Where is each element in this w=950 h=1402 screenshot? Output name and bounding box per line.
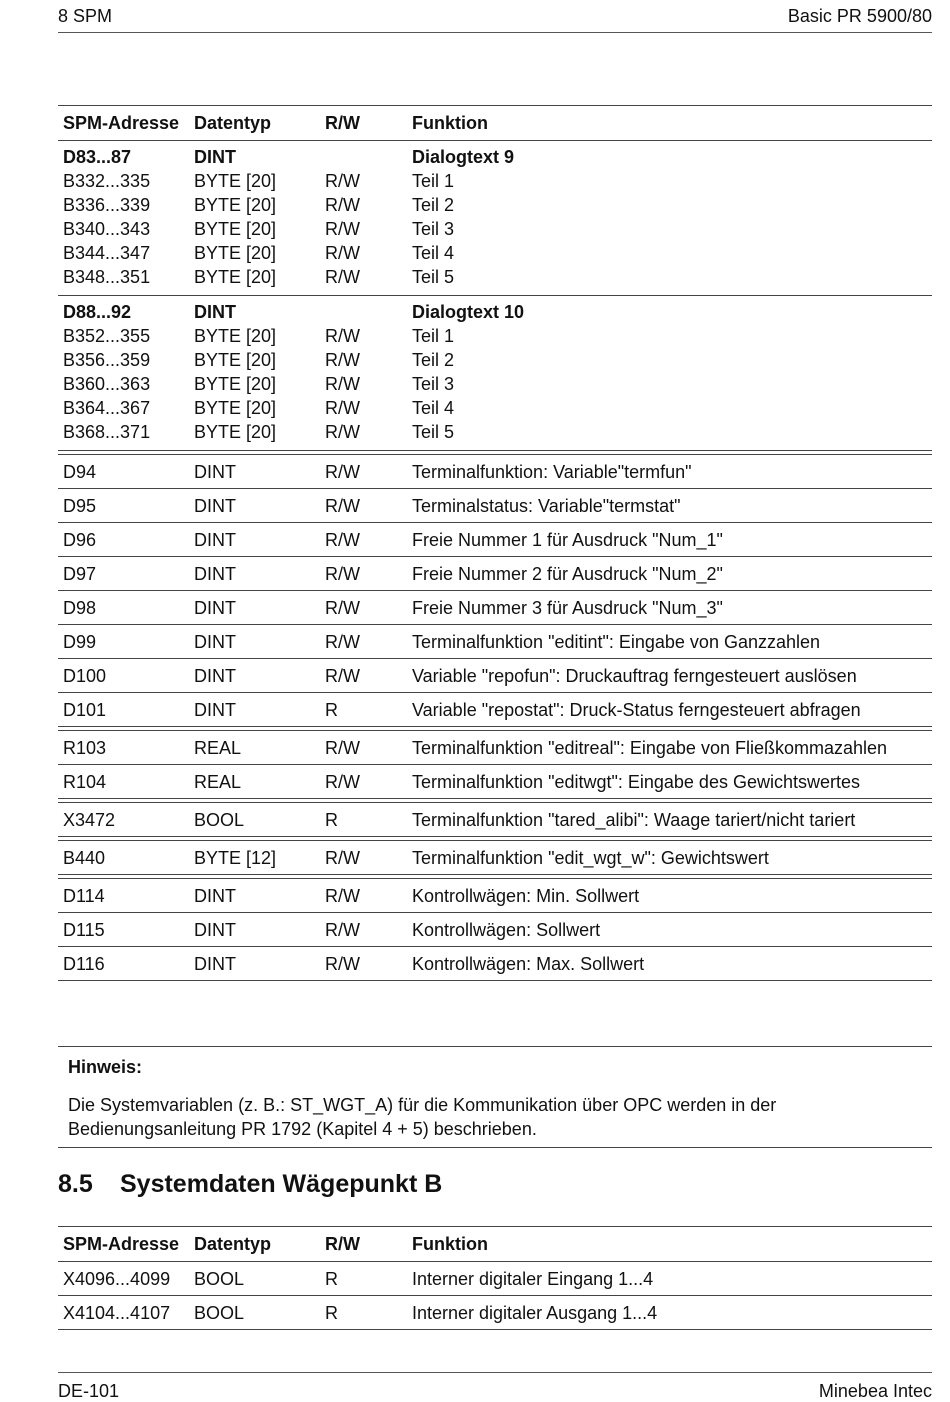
table-cell: R/W (325, 886, 360, 906)
footer-brand: Minebea Intec (818, 1381, 932, 1401)
table-cell: Freie Nummer 3 für Ausdruck "Num_3" (412, 598, 723, 618)
section-number: 8.5 (58, 1170, 93, 1198)
header-chapter: 8 SPM (58, 6, 113, 26)
table-cell: Teil 2 (412, 195, 455, 215)
table-cell: Terminalfunktion "editreal": Eingabe von Fließkommazahlen (412, 738, 888, 758)
table-header (58, 105, 932, 141)
table-cell: R/W (325, 113, 360, 133)
table-cell: D97 (63, 564, 97, 584)
table-cell: DINT (194, 666, 236, 686)
header-product: Basic PR 5900/80 (787, 6, 932, 26)
table-cell: Terminalfunktion "edit_wgt_w": Gewichtswert (412, 848, 769, 868)
table-row (58, 765, 932, 799)
table-header (58, 1226, 932, 1262)
table-cell: Interner digitaler Eingang 1...4 (412, 1269, 654, 1289)
table-cell: Dialogtext 10 (412, 302, 525, 322)
table-row (58, 241, 932, 265)
table-cell: R104 (63, 772, 107, 792)
table-row (58, 523, 932, 557)
table-cell: R/W (325, 219, 360, 239)
table-row (58, 217, 932, 241)
page-footer (58, 1372, 932, 1401)
table-cell: X3472 (63, 810, 116, 830)
footer-page-number: DE-101 (58, 1381, 120, 1401)
table-cell: BYTE [20] (194, 374, 277, 394)
table-cell: Terminalstatus: Variable"termstat" (412, 496, 681, 516)
spm-table (58, 105, 932, 981)
table-row (58, 659, 932, 693)
table-row (58, 591, 932, 625)
table-cell: Terminalfunktion: Variable"termfun" (412, 462, 692, 482)
table-row (58, 193, 932, 217)
table-cell: Funktion (412, 113, 488, 133)
table-row (58, 169, 932, 193)
table-cell: BYTE [20] (194, 243, 277, 263)
table-cell: B440 (63, 848, 106, 868)
table-cell: R/W (325, 598, 360, 618)
table-cell: DINT (194, 632, 236, 652)
table-cell: R/W (325, 398, 360, 418)
table-cell: DINT (194, 700, 236, 720)
table-cell: D94 (63, 462, 97, 482)
table-cell: R (325, 700, 338, 720)
table-cell: BOOL (194, 1303, 245, 1323)
note-title: Hinweis: (68, 1057, 143, 1077)
table-cell: D99 (63, 632, 97, 652)
table-cell: X4096...4099 (63, 1269, 171, 1289)
section-heading (58, 1170, 442, 1199)
table-cell: R/W (325, 738, 360, 758)
table-cell: R/W (325, 848, 360, 868)
table-cell: DINT (194, 462, 236, 482)
table-cell: R (325, 1303, 338, 1323)
table-cell: Teil 1 (412, 326, 455, 346)
table-cell: R/W (325, 195, 360, 215)
table-cell: D115 (63, 920, 105, 940)
table-cell: BYTE [20] (194, 422, 277, 442)
table-cell: B368...371 (63, 422, 151, 442)
table-row (58, 348, 932, 372)
table-cell: D95 (63, 496, 97, 516)
table-row (58, 420, 932, 444)
table-cell: B340...343 (63, 219, 151, 239)
table-cell: BOOL (194, 1269, 245, 1289)
section-title: Systemdaten Wägepunkt B (120, 1170, 443, 1198)
table-cell: DINT (194, 530, 236, 550)
table-cell: D116 (63, 954, 105, 974)
table-cell: R (325, 810, 338, 830)
table-cell: R/W (325, 422, 360, 442)
table-cell: Freie Nummer 1 für Ausdruck "Num_1" (412, 530, 723, 550)
table-cell: R/W (325, 1234, 360, 1254)
table-cell: SPM-Adresse (63, 113, 180, 133)
table-cell: DINT (194, 496, 236, 516)
table-cell: DINT (194, 598, 236, 618)
table-group (58, 141, 932, 296)
table-cell: Terminalfunktion "editint": Eingabe von Ganzzahlen (412, 632, 821, 652)
table-cell: D114 (63, 886, 105, 906)
table-cell: B364...367 (63, 398, 151, 418)
table-cell: Datentyp (194, 1234, 272, 1254)
table-cell: R/W (325, 530, 360, 550)
table-cell: D100 (63, 666, 107, 686)
table-cell: X4104...4107 (63, 1303, 171, 1323)
table-cell: Terminalfunktion "tared_alibi": Waage tariert/nicht tariert (412, 810, 856, 830)
table-cell: DINT (194, 920, 236, 940)
table-cell: B344...347 (63, 243, 151, 263)
table-cell: Terminalfunktion "editwgt": Eingabe des Gewichtswertes (412, 772, 860, 792)
table-cell: REAL (194, 738, 242, 758)
table-cell: B360...363 (63, 374, 151, 394)
table-cell: R/W (325, 326, 360, 346)
table-cell: Teil 3 (412, 219, 455, 239)
table-row (58, 1296, 932, 1330)
table-cell: DINT (194, 302, 236, 322)
table-cell: Freie Nummer 2 für Ausdruck "Num_2" (412, 564, 723, 584)
table-cell: R/W (325, 243, 360, 263)
table-row (58, 625, 932, 659)
table-cell: D98 (63, 598, 97, 618)
table-cell: Datentyp (194, 113, 272, 133)
table-row (58, 879, 932, 913)
table-cell: BYTE [20] (194, 326, 277, 346)
note-box (58, 1046, 932, 1148)
table-cell: BYTE [20] (194, 398, 277, 418)
table-row (58, 489, 932, 523)
table-cell: Teil 4 (412, 398, 455, 418)
table-row (58, 324, 932, 348)
table-cell: R/W (325, 772, 360, 792)
table-cell: DINT (194, 564, 236, 584)
table-row (58, 841, 932, 875)
table-cell: R/W (325, 496, 360, 516)
table-cell: BYTE [20] (194, 171, 277, 191)
table-cell: REAL (194, 772, 242, 792)
spm-table-b (58, 1226, 932, 1330)
table-cell: BYTE [20] (194, 267, 277, 287)
table-cell: BYTE [20] (194, 350, 277, 370)
table-cell: R/W (325, 954, 360, 974)
table-cell: R/W (325, 666, 360, 686)
table-cell: D101 (63, 700, 107, 720)
table-cell: R/W (325, 350, 360, 370)
table-cell: R/W (325, 374, 360, 394)
table-cell: BYTE [20] (194, 219, 277, 239)
table-row (58, 265, 932, 289)
table-cell: D88...92 (63, 302, 132, 322)
table-cell: Dialogtext 9 (412, 147, 515, 167)
table-row (58, 803, 932, 837)
table-row (58, 1262, 932, 1296)
table-cell: Teil 3 (412, 374, 455, 394)
table-cell: R/W (325, 171, 360, 191)
table-cell: DINT (194, 954, 236, 974)
table-cell: BYTE [20] (194, 195, 277, 215)
table-cell: DINT (194, 886, 236, 906)
table-cell: Kontrollwägen: Sollwert (412, 920, 601, 940)
table-cell: BYTE [12] (194, 848, 277, 868)
note-body: Die Systemvariablen (z. B.: ST_WGT_A) für die Kommunikation über OPC werden in der Bedienungsanleitung PR 1792 (Kapitel 4 + 5) beschrieben. (68, 1095, 777, 1139)
table-cell: Teil 4 (412, 243, 455, 263)
table-cell: B336...339 (63, 195, 151, 215)
table-row (58, 947, 932, 981)
table-cell: Funktion (412, 1234, 488, 1254)
table-cell: R (325, 1269, 338, 1289)
table-cell: Variable "repostat": Druck-Status ferngesteuert abfragen (412, 700, 861, 720)
table-cell: Kontrollwägen: Min. Sollwert (412, 886, 640, 906)
table-cell: R/W (325, 267, 360, 287)
table-cell: B332...335 (63, 171, 151, 191)
table-cell: R/W (325, 920, 360, 940)
table-cell: R/W (325, 632, 360, 652)
table-cell: D96 (63, 530, 97, 550)
table-cell: Kontrollwägen: Max. Sollwert (412, 954, 645, 974)
table-cell: R103 (63, 738, 107, 758)
table-cell: B356...359 (63, 350, 151, 370)
group-header-row (58, 300, 932, 324)
table-cell: R/W (325, 462, 360, 482)
table-cell: Teil 5 (412, 267, 455, 287)
table-cell: B352...355 (63, 326, 151, 346)
table-cell: DINT (194, 147, 236, 167)
table-row (58, 731, 932, 765)
table-row (58, 372, 932, 396)
table-row (58, 693, 932, 727)
table-row (58, 396, 932, 420)
table-cell: Interner digitaler Ausgang 1...4 (412, 1303, 658, 1323)
table-row (58, 913, 932, 947)
table-cell: Teil 1 (412, 171, 455, 191)
table-cell: BOOL (194, 810, 245, 830)
table-cell: Variable "repofun": Druckauftrag ferngesteuert auslösen (412, 666, 857, 686)
table-group (58, 296, 932, 451)
table-row (58, 557, 932, 591)
table-row (58, 455, 932, 489)
table-cell: Teil 2 (412, 350, 455, 370)
table-cell: B348...351 (63, 267, 151, 287)
table-cell: D83...87 (63, 147, 132, 167)
page-header (58, 4, 932, 33)
table-cell: SPM-Adresse (63, 1234, 180, 1254)
table-cell: R/W (325, 564, 360, 584)
table-cell: Teil 5 (412, 422, 455, 442)
group-header-row (58, 145, 932, 169)
